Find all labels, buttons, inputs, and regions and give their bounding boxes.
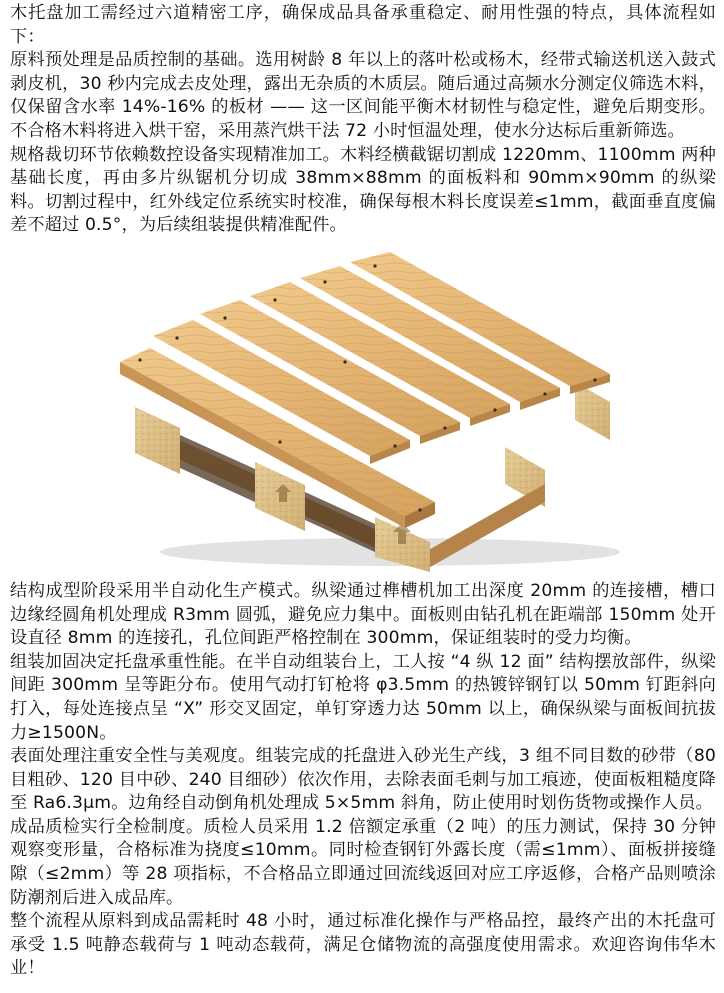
article-bottom-section bbox=[10, 580, 716, 981]
forming-paragraph: 结构成型阶段采用半自动化生产模式。纵梁通过榫槽机加工出深度 20mm 的连接槽，槽口边缘经圆角机处理成 R3mm 圆弧，避免应力集中。面板则由钻孔机在距端部 150mm 处开设直径 8mm 的连接孔，孔位间距严格控制在 300mm，保证组装时的受力均衡。 bbox=[10, 580, 716, 649]
surface-paragraph: 表面处理注重安全性与美观度。组装完成的托盘进入砂光生产线，3 组不同目数的砂带（80 目粗砂、120 目中砂、240 目细砂）依次作用，去除表面毛刺与加工痕迹，使面板粗糙度降至 Ra6.3μm。边角经自动倒角机处理成 5×5mm 斜角，防止使用时划伤货物或操作人员。 bbox=[10, 746, 716, 814]
quality-paragraph: 成品质检实行全检制度。质检人员采用 1.2 倍额定承重（2 吨）的压力测试，保持 30 分钟观察变形量，合格标准为挠度≤10mm。同时检查钢钉外露长度（需≤1mm）、面板拼接缝隙（≤2mm）等 28 项指标，不合格品立即通过回流线返回对应工序返修，合格产品则喷涂防潮剂后进入成品库。 bbox=[10, 816, 716, 908]
cutting-paragraph: 规格裁切环节依赖数控设备实现精准加工。木料经横截锯切割成 1220mm、1100mm 两种基础长度，再由多片纵锯机分切成 38mm×88mm 的面板料和 90mm×90mm 的纵梁料。切割过程中，红外线定位系统实时校准，确保每根木料长度误差≤1mm，截面垂直度偏差不超过 0.5°，为后续组装提供精准配件。 bbox=[10, 144, 716, 236]
assembly-paragraph: 组装加固决定托盘承重性能。在半自动组装台上，工人按 “4 纵 12 面” 结构摆放部件，纵梁间距 300mm 呈等距分布。使用气动打钉枪将 φ3.5mm 的热镀锌钢钉以 50mm 钉距斜向打入，每处连接点呈 “X” 形交叉固定，单钉穿透力达 50mm 以上，确保纵梁与面板间抗拔力≥1500N。 bbox=[10, 651, 716, 743]
article-body bbox=[10, 0, 716, 981]
intro-paragraph: 木托盘加工需经过六道精密工序，确保成品具备承重稳定、耐用性强的特点，具体流程如下： bbox=[10, 3, 716, 47]
pallet-image bbox=[10, 252, 716, 572]
summary-paragraph: 整个流程从原料到成品需耗时 48 小时，通过标准化操作与严格品控，最终产出的木托盘可承受 1.5 吨静态载荷与 1 吨动态载荷，满足仓储物流的高强度使用需求。欢迎咨询伟华木业！ bbox=[10, 911, 716, 979]
article-top-section bbox=[10, 0, 716, 238]
wooden-pallet-icon bbox=[105, 252, 625, 572]
raw-material-paragraph: 原料预处理是品质控制的基础。选用树龄 8 年以上的落叶松或杨木，经带式输送机送入鼓式剥皮机，30 秒内完成去皮处理，露出无杂质的木质层。随后通过高频水分测定仪筛选木料，仅保留含水率 14%-16% 的板材 —— 这一区间能平衡木材韧性与稳定性，避免后期变形。不合格木料将进入烘干窑，采用蒸汽烘干法 72 小时恒温处理，使水分达标后重新筛选。 bbox=[10, 50, 716, 141]
